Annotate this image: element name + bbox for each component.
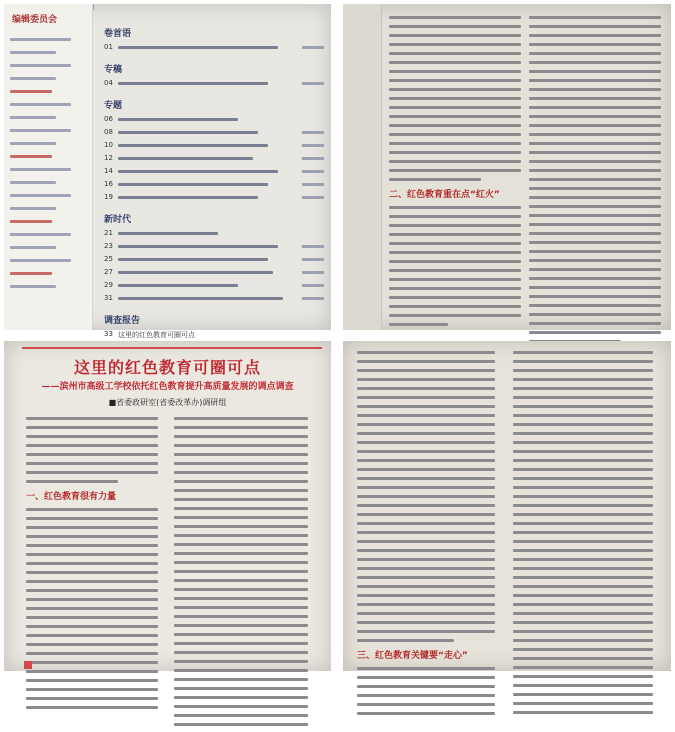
- toc-section-title: 调查报告: [104, 316, 141, 326]
- toc-item-red-education: 这里的红色教育可圈可点: [118, 331, 195, 339]
- left-page-edge: [343, 4, 382, 330]
- article-byline: ■省委政研室(省委改革办)调研组: [108, 398, 227, 407]
- article-subtitle: ——滨州市高级工学校依托红色教育提升高质量发展的调点调查: [41, 382, 294, 392]
- article-column-right: [174, 417, 308, 732]
- article-title: 这里的红色教育可圈可点: [73, 358, 261, 377]
- article-page-3-photo: [343, 341, 671, 671]
- contents-page-photo: [4, 4, 331, 339]
- table-of-contents: 卷首语 01 专稿 04 专题 06 08 10 12 14 16 19 新时代 21 23 25 27 29 31 调查报告 33 这里的红色教育可圈可点: [104, 16, 324, 346]
- article-page-2-photo: [343, 4, 671, 330]
- sidebar-rows: [10, 38, 86, 298]
- sidebar-label: 编辑委员会: [12, 15, 58, 25]
- red-corner: [24, 661, 32, 669]
- article-column-right: [529, 16, 661, 349]
- article-column-left: [389, 16, 521, 332]
- editorial-sidebar: [4, 4, 93, 330]
- section-heading-1: 一、红色教育很有力量: [26, 492, 117, 502]
- toc-section-title: 卷首语: [104, 29, 132, 39]
- article-column-left: [26, 417, 158, 715]
- red-border-top: [22, 347, 322, 349]
- toc-section-title: 专题: [104, 101, 123, 111]
- section-heading-3: 三、红色教育关键要“走心”: [357, 651, 468, 661]
- article-page-1-photo: [4, 341, 331, 671]
- section-heading-2: 二、红色教育重在点“红火”: [389, 190, 500, 200]
- article-column-right: [513, 351, 653, 720]
- toc-section-title: 新时代: [104, 215, 132, 225]
- toc-section-title: 专稿: [104, 65, 123, 75]
- article-column-left: [357, 351, 495, 721]
